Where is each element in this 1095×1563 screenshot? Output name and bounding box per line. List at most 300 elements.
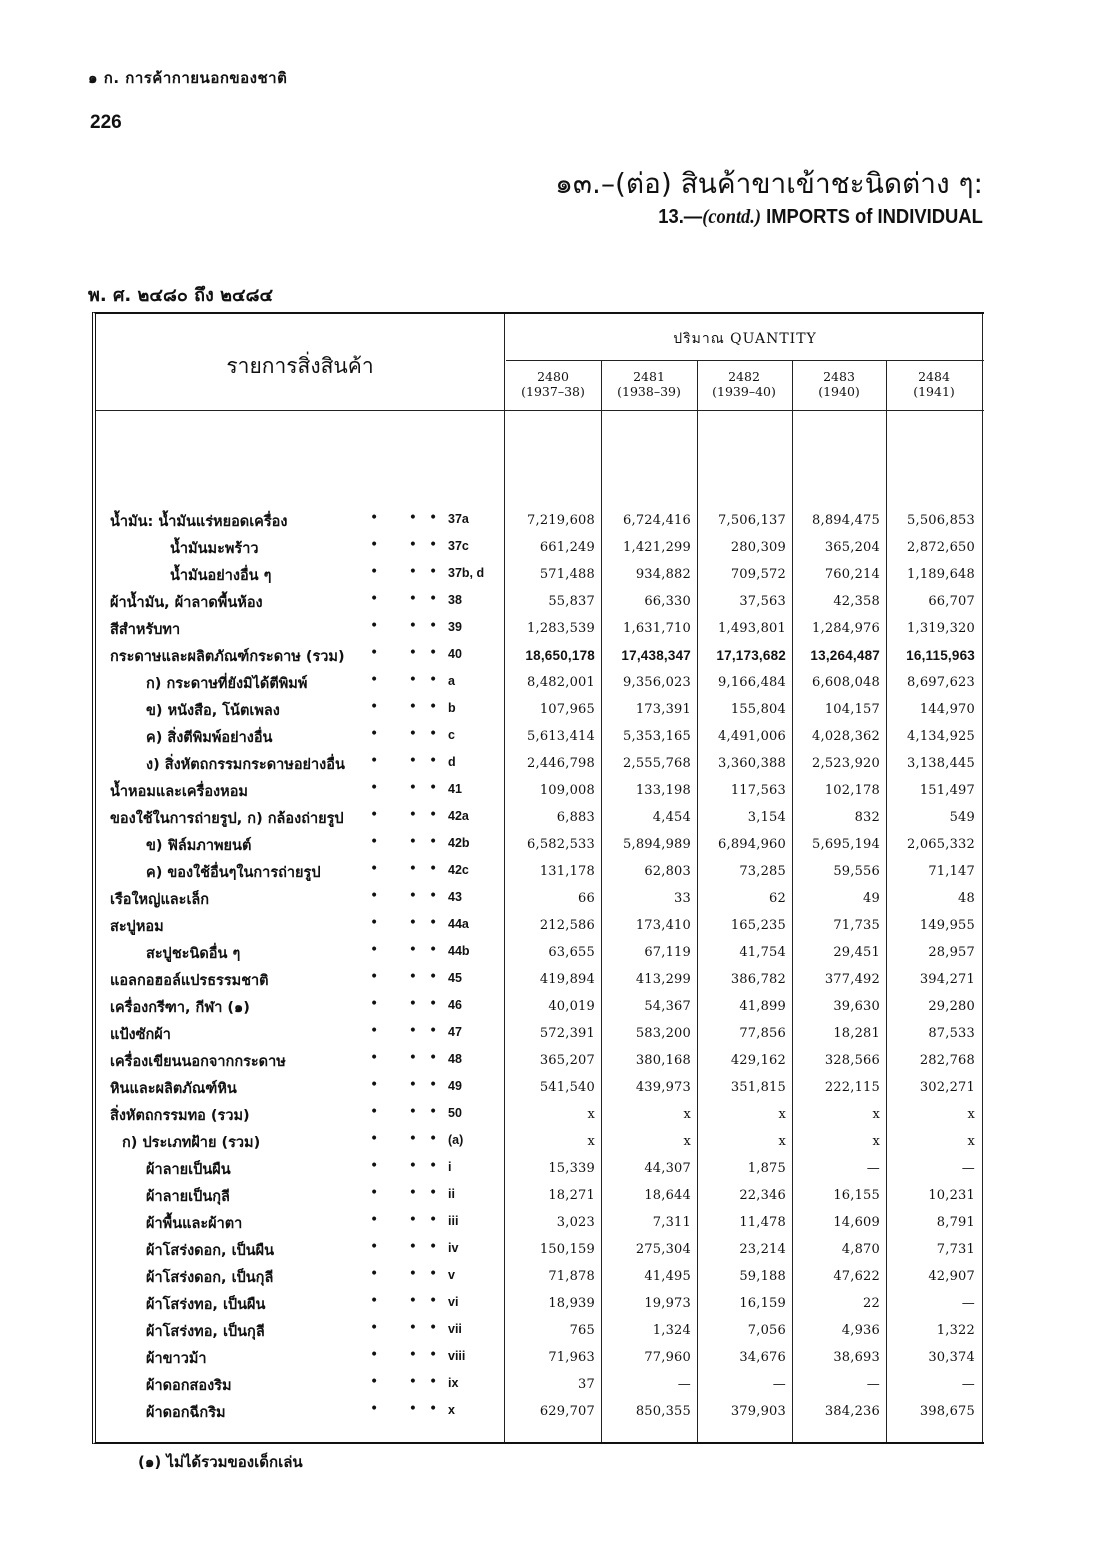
row-reference: 42a [448, 809, 469, 823]
row-description: ก) กระดาษที่ยังมิได้ตีพิมพ์ [146, 676, 308, 692]
quantity-cell: 17,438,347 [621, 648, 691, 663]
table-row [96, 1101, 984, 1128]
leader-dots: • • [370, 1104, 417, 1120]
quantity-cell: 37,563 [739, 594, 786, 609]
row-description: ค) สิ่งตีพิมพ์อย่างอื่น [146, 730, 273, 746]
row-reference: 41 [448, 782, 462, 796]
year-header [792, 369, 886, 399]
row-reference: iv [448, 1241, 459, 1255]
quantity-cell: 109,008 [539, 783, 595, 798]
leader-dots: • • [370, 1239, 417, 1255]
quantity-cell: 71,735 [833, 918, 880, 933]
row-reference: 50 [448, 1106, 462, 1120]
ref-bullet: • [429, 537, 438, 553]
quantity-cell: 9,356,023 [623, 675, 691, 690]
quantity-cell: 66,330 [644, 594, 691, 609]
quantity-cell: 15,339 [548, 1161, 595, 1176]
quantity-cell: 429,162 [730, 1053, 786, 1068]
row-reference: 37b, d [448, 566, 485, 580]
quantity-cell: 7,311 [652, 1215, 691, 1230]
quantity-cell: 2,872,650 [907, 540, 975, 555]
quantity-cell: 4,454 [652, 810, 691, 825]
row-description: ของใช้ในการถ่ายรูป, ก) กล้องถ่ายรูป [110, 811, 344, 827]
quantity-cell: 8,894,475 [812, 513, 880, 528]
table-row [96, 1263, 984, 1290]
quantity-cell: 439,973 [635, 1080, 691, 1095]
quantity-cell: 1,875 [747, 1161, 786, 1176]
quantity-cell: 1,322 [936, 1323, 975, 1338]
quantity-cell: 29,280 [928, 999, 975, 1014]
quantity-cell: 1,284,976 [812, 621, 880, 636]
quantity-cell: 22,346 [739, 1188, 786, 1203]
leader-dots: • • [370, 645, 417, 661]
quantity-cell: 62,803 [644, 864, 691, 879]
leader-dots: • • [370, 780, 417, 796]
leader-dots: • • [370, 861, 417, 877]
row-description: แอลกอฮอล์แปรธรรมชาติ [110, 973, 269, 989]
year-period: (1940) [818, 384, 860, 399]
quantity-cell: 832 [854, 810, 880, 825]
quantity-cell: 384,236 [824, 1404, 880, 1419]
ref-bullet: • [429, 888, 438, 904]
quantity-cell: 39,630 [833, 999, 880, 1014]
table-row [96, 804, 984, 831]
row-reference: vii [448, 1322, 462, 1336]
quantity-cell: 394,271 [919, 972, 975, 987]
year-label: 2481 [633, 369, 665, 384]
row-description: เครื่องกรีฑา, กีฬา (๑) [110, 1000, 250, 1016]
row-description: ผ้าดอกฉีกริม [146, 1405, 226, 1421]
row-reference: iii [448, 1214, 459, 1228]
quantity-cell: 413,299 [635, 972, 691, 987]
leader-dots: • • [370, 1050, 417, 1066]
quantity-cell: 18,281 [833, 1026, 880, 1041]
quantity-cell: 22 [863, 1296, 880, 1311]
row-description: ผ้าน้ำมัน, ผ้าลาดพื้นห้อง [110, 595, 263, 611]
table-row [96, 885, 984, 912]
table-row [96, 1047, 984, 1074]
quantity-cell: 629,707 [539, 1404, 595, 1419]
row-description: เครื่องเขียนนอกจากกระดาษ [110, 1054, 286, 1070]
quantity-cell: 934,882 [635, 567, 691, 582]
row-reference: 40 [448, 647, 462, 661]
row-reference: 37c [448, 539, 469, 553]
row-description: สิ่งหัตถกรรมทอ (รวม) [110, 1108, 250, 1124]
ref-bullet: • [429, 915, 438, 931]
quantity-cell: 3,138,445 [907, 756, 975, 771]
quantity-cell: 34,676 [739, 1350, 786, 1365]
leader-dots: • • [370, 618, 417, 634]
ref-bullet: • [429, 1212, 438, 1228]
table-row [96, 1236, 984, 1263]
row-reference: x [448, 1403, 455, 1417]
leader-dots: • • [370, 753, 417, 769]
quantity-cell: 7,731 [936, 1242, 975, 1257]
leader-dots: • • [370, 1320, 417, 1336]
quantity-cell: 14,609 [833, 1215, 880, 1230]
quantity-cell: 104,157 [824, 702, 880, 717]
quantity-cell: 365,204 [824, 540, 880, 555]
quantity-cell: 107,965 [539, 702, 595, 717]
quantity-cell: 18,650,178 [525, 648, 595, 663]
row-reference: 37a [448, 512, 469, 526]
quantity-cell: 59,556 [833, 864, 880, 879]
leader-dots: • • [370, 1266, 417, 1282]
ref-bullet: • [429, 1023, 438, 1039]
quantity-cell: 18,644 [644, 1188, 691, 1203]
quantity-cell: 1,319,320 [907, 621, 975, 636]
ref-bullet: • [429, 1293, 438, 1309]
row-description: น้ำมัน: น้ำมันแร่หยอดเครื่อง [110, 514, 288, 530]
row-description: กระดาษและผลิตภัณฑ์กระดาษ (รวม) [110, 649, 345, 665]
table-row [96, 912, 984, 939]
quantity-cell: 4,134,925 [907, 729, 975, 744]
table-row [96, 1020, 984, 1047]
quantity-cell: 41,495 [644, 1269, 691, 1284]
quantity-cell: 8,791 [936, 1215, 975, 1230]
ref-bullet: • [429, 780, 438, 796]
row-reference: i [448, 1160, 452, 1174]
quantity-cell: 54,367 [644, 999, 691, 1014]
year-header [887, 369, 981, 399]
quantity-cell: 328,566 [824, 1053, 880, 1068]
leader-dots: • • [370, 1077, 417, 1093]
quantity-cell: 55,837 [548, 594, 595, 609]
year-period: (1938–39) [617, 384, 681, 399]
quantity-cell: 1,324 [652, 1323, 691, 1338]
year-header [697, 369, 791, 399]
quantity-cell: 280,309 [730, 540, 786, 555]
quantity-cell: x [778, 1107, 786, 1122]
row-reference: 38 [448, 593, 462, 607]
ref-bullet: • [429, 618, 438, 634]
quantity-cell: 59,188 [739, 1269, 786, 1284]
quantity-cell: 1,189,648 [907, 567, 975, 582]
row-description: น้ำหอมและเครื่องหอม [110, 784, 248, 800]
row-reference: viii [448, 1349, 466, 1363]
quantity-cell: 165,235 [730, 918, 786, 933]
quantity-cell: 6,894,960 [718, 837, 786, 852]
quantity-cell: 7,506,137 [718, 513, 786, 528]
quantity-cell: 541,540 [539, 1080, 595, 1095]
quantity-cell: 377,492 [824, 972, 880, 987]
page-number: 226 [90, 112, 122, 133]
row-reference: ix [448, 1376, 459, 1390]
quantity-cell: 1,283,539 [527, 621, 595, 636]
leader-dots: • • [370, 1158, 417, 1174]
quantity-cell: 71,963 [548, 1350, 595, 1365]
ref-bullet: • [429, 996, 438, 1012]
quantity-cell: 16,159 [739, 1296, 786, 1311]
quantity-cell: 5,506,853 [907, 513, 975, 528]
quantity-cell: 4,870 [841, 1242, 880, 1257]
quantity-cell: 77,856 [739, 1026, 786, 1041]
quantity-cell: 102,178 [824, 783, 880, 798]
leader-dots: • • [370, 1212, 417, 1228]
quantity-cell: 379,903 [730, 1404, 786, 1419]
table-row [96, 1128, 984, 1155]
quantity-cell: 365,207 [539, 1053, 595, 1068]
header-rule [96, 410, 984, 411]
ref-bullet: • [429, 942, 438, 958]
quantity-cell: 13,264,487 [810, 648, 880, 663]
leader-dots: • • [370, 996, 417, 1012]
quantity-cell: 571,488 [539, 567, 595, 582]
ref-bullet: • [429, 753, 438, 769]
quantity-cell: 6,724,416 [623, 513, 691, 528]
quantity-cell: 8,482,001 [527, 675, 595, 690]
ref-bullet: • [429, 1050, 438, 1066]
quantity-cell: 760,214 [824, 567, 880, 582]
quantity-cell: 66,707 [928, 594, 975, 609]
row-description: ผ้าลายเป็นผืน [146, 1162, 231, 1178]
row-description: ก) ประเภทฝ้าย (รวม) [122, 1135, 261, 1151]
quantity-cell: — [772, 1377, 786, 1392]
table-row [96, 1182, 984, 1209]
table-row [96, 588, 984, 615]
running-head: ๑ ก. การค้ากายนอกของชาติ [88, 69, 288, 87]
ref-bullet: • [429, 1266, 438, 1282]
quantity-cell: 17,173,682 [716, 648, 786, 663]
quantity-cell: 40,019 [548, 999, 595, 1014]
ref-bullet: • [429, 591, 438, 607]
quantity-cell: 47,622 [833, 1269, 880, 1284]
leader-dots: • • [370, 807, 417, 823]
ref-bullet: • [429, 1104, 438, 1120]
quantity-cell: x [683, 1134, 691, 1149]
quantity-cell: 44,307 [644, 1161, 691, 1176]
row-description: ผ้าขาวม้า [146, 1351, 207, 1367]
row-description: ค) ของใช้อื่นๆในการถ่ายรูป [146, 865, 321, 881]
quantity-cell: 77,960 [644, 1350, 691, 1365]
quantity-cell: 302,271 [919, 1080, 975, 1095]
ref-bullet: • [429, 699, 438, 715]
row-reference: 46 [448, 998, 462, 1012]
quantity-cell: 765 [569, 1323, 595, 1338]
leader-dots: • • [370, 915, 417, 931]
title-eng-contd: (contd.) [702, 206, 762, 228]
row-description: สีสำหรับทา [110, 622, 181, 638]
table-row [96, 534, 984, 561]
quantity-cell: 709,572 [730, 567, 786, 582]
quantity-cell: 6,608,048 [812, 675, 880, 690]
quantity-cell: 419,894 [539, 972, 595, 987]
leader-dots: • • [370, 726, 417, 742]
ref-bullet: • [429, 1374, 438, 1390]
ref-bullet: • [429, 1347, 438, 1363]
quantity-cell: 351,815 [730, 1080, 786, 1095]
quantity-cell: x [872, 1134, 880, 1149]
ref-bullet: • [429, 1185, 438, 1201]
leader-dots: • • [370, 1401, 417, 1417]
row-description: น้ำมันมะพร้าว [170, 541, 259, 557]
table-row [96, 993, 984, 1020]
quantity-cell: 63,655 [548, 945, 595, 960]
quantity-cell: x [587, 1107, 595, 1122]
quantity-cell: 380,168 [635, 1053, 691, 1068]
row-description: ผ้าโสร่งดอก, เป็นผืน [146, 1243, 275, 1259]
quantity-cell: 29,451 [833, 945, 880, 960]
quantity-cell: 38,693 [833, 1350, 880, 1365]
leader-dots: • • [370, 1293, 417, 1309]
leader-dots: • • [370, 564, 417, 580]
quantity-cell: 3,154 [747, 810, 786, 825]
quantity-cell: 4,491,006 [718, 729, 786, 744]
row-reference: b [448, 701, 456, 715]
leader-dots: • • [370, 1374, 417, 1390]
year-label: 2483 [823, 369, 855, 384]
row-reference: 47 [448, 1025, 462, 1039]
table-row [96, 669, 984, 696]
quantity-cell: 10,231 [928, 1188, 975, 1203]
quantity-cell: 41,754 [739, 945, 786, 960]
row-reference: c [448, 728, 455, 742]
quantity-cell: 150,159 [539, 1242, 595, 1257]
quantity-cell: 16,155 [833, 1188, 880, 1203]
quantity-cell: 133,198 [635, 783, 691, 798]
quantity-cell: 549 [949, 810, 975, 825]
quantity-cell: 275,304 [635, 1242, 691, 1257]
table-row [96, 642, 984, 669]
quantity-cell: 1,631,710 [623, 621, 691, 636]
leader-dots: • • [370, 1185, 417, 1201]
quantity-cell: 1,493,801 [718, 621, 786, 636]
row-description: ผ้าโสร่งทอ, เป็นกุลี [146, 1324, 265, 1340]
row-description: เรือใหญ่และเล็ก [110, 892, 210, 908]
row-description: ผ้าดอกสองริม [146, 1378, 232, 1394]
quantity-cell: 5,695,194 [812, 837, 880, 852]
quantity-cell: 42,907 [928, 1269, 975, 1284]
quantity-cell: 1,421,299 [623, 540, 691, 555]
row-description: ผ้าโสร่งดอก, เป็นกุลี [146, 1270, 274, 1286]
year-header [506, 369, 600, 399]
ref-bullet: • [429, 1239, 438, 1255]
quantity-cell: — [961, 1296, 975, 1311]
quantity-cell: 222,115 [824, 1080, 880, 1095]
row-reference: 42b [448, 836, 470, 850]
quantity-cell: 4,028,362 [812, 729, 880, 744]
quantity-cell: 5,894,989 [623, 837, 691, 852]
quantity-cell: — [961, 1377, 975, 1392]
year-label: 2480 [537, 369, 569, 384]
table-row [96, 507, 984, 534]
row-reference: 49 [448, 1079, 462, 1093]
row-description: ผ้าโสร่งทอ, เป็นผืน [146, 1297, 266, 1313]
quantity-cell: 144,970 [919, 702, 975, 717]
table-row [96, 1371, 984, 1398]
leader-dots: • • [370, 591, 417, 607]
quantity-cell: 2,523,920 [812, 756, 880, 771]
quantity-cell: — [866, 1161, 880, 1176]
table-row [96, 966, 984, 993]
table-row [96, 750, 984, 777]
row-description: หินและผลิตภัณฑ์หิน [110, 1081, 237, 1097]
ref-bullet: • [429, 1131, 438, 1147]
table-row [96, 1074, 984, 1101]
quantity-cell: 66 [578, 891, 595, 906]
quantity-cell: x [587, 1134, 595, 1149]
quantity-cell: 8,697,623 [907, 675, 975, 690]
leader-dots: • • [370, 672, 417, 688]
quantity-cell: 155,804 [730, 702, 786, 717]
table-row [96, 723, 984, 750]
row-reference: v [448, 1268, 455, 1282]
table-row [96, 831, 984, 858]
quantity-cell: 23,214 [739, 1242, 786, 1257]
quantity-cell: x [872, 1107, 880, 1122]
ref-bullet: • [429, 807, 438, 823]
quantity-cell: 42,358 [833, 594, 880, 609]
quantity-cell: 11,478 [739, 1215, 786, 1230]
quantity-cell: 386,782 [730, 972, 786, 987]
quantity-cell: 661,249 [539, 540, 595, 555]
row-reference: a [448, 674, 455, 688]
ref-bullet: • [429, 564, 438, 580]
title-eng-prefix: 13.— [658, 206, 703, 228]
ref-bullet: • [429, 1401, 438, 1417]
title-eng-rest: IMPORTS of INDIVIDUAL [761, 206, 983, 228]
quantity-cell: 282,768 [919, 1053, 975, 1068]
row-description: น้ำมันอย่างอื่น ๆ [170, 568, 272, 584]
table-row [96, 561, 984, 588]
leader-dots: • • [370, 537, 417, 553]
quantity-header: ปริมาณ QUANTITY [673, 331, 817, 347]
quantity-cell: 67,119 [644, 945, 691, 960]
ref-bullet: • [429, 645, 438, 661]
description-header: รายการสิ่งสินค้า [226, 354, 374, 378]
quantity-cell: 33 [674, 891, 691, 906]
row-description: สะบู่หอม [110, 919, 164, 935]
row-description: ง) สิ่งหัตถกรรมกระดาษอย่างอื่น [146, 757, 345, 773]
year-period: (1941) [913, 384, 955, 399]
period-label: พ. ศ. ๒๔๘๐ ถึง ๒๔๘๔ [88, 285, 274, 306]
quantity-cell: x [967, 1107, 975, 1122]
table-row [96, 696, 984, 723]
ref-bullet: • [429, 969, 438, 985]
year-label: 2482 [728, 369, 760, 384]
row-reference: 44b [448, 944, 470, 958]
quantity-cell: 49 [863, 891, 880, 906]
quantity-cell: 583,200 [635, 1026, 691, 1041]
ref-bullet: • [429, 1158, 438, 1174]
ref-bullet: • [429, 834, 438, 850]
quantity-cell: — [961, 1161, 975, 1176]
quantity-cell: 37 [578, 1377, 595, 1392]
quantity-cell: 6,582,533 [527, 837, 595, 852]
row-reference: ii [448, 1187, 455, 1201]
table-row [96, 1398, 984, 1425]
quantity-cell: 572,391 [539, 1026, 595, 1041]
leader-dots: • • [370, 1131, 417, 1147]
table-row [96, 1317, 984, 1344]
year-period: (1939–40) [712, 384, 776, 399]
table-title-english [658, 206, 983, 229]
leader-dots: • • [370, 834, 417, 850]
ref-bullet: • [429, 672, 438, 688]
quantity-cell: 18,271 [548, 1188, 595, 1203]
quantity-cell: 73,285 [739, 864, 786, 879]
quantity-cell: 173,410 [635, 918, 691, 933]
quantity-cell: 173,391 [635, 702, 691, 717]
row-reference: (a) [448, 1133, 464, 1147]
quantity-rule [506, 360, 984, 361]
quantity-cell: 151,497 [919, 783, 975, 798]
table-row [96, 1209, 984, 1236]
ref-bullet: • [429, 1320, 438, 1336]
row-description: ข) ฟิล์มภาพยนต์ [146, 838, 252, 854]
leader-dots: • • [370, 888, 417, 904]
quantity-cell: 117,563 [730, 783, 786, 798]
